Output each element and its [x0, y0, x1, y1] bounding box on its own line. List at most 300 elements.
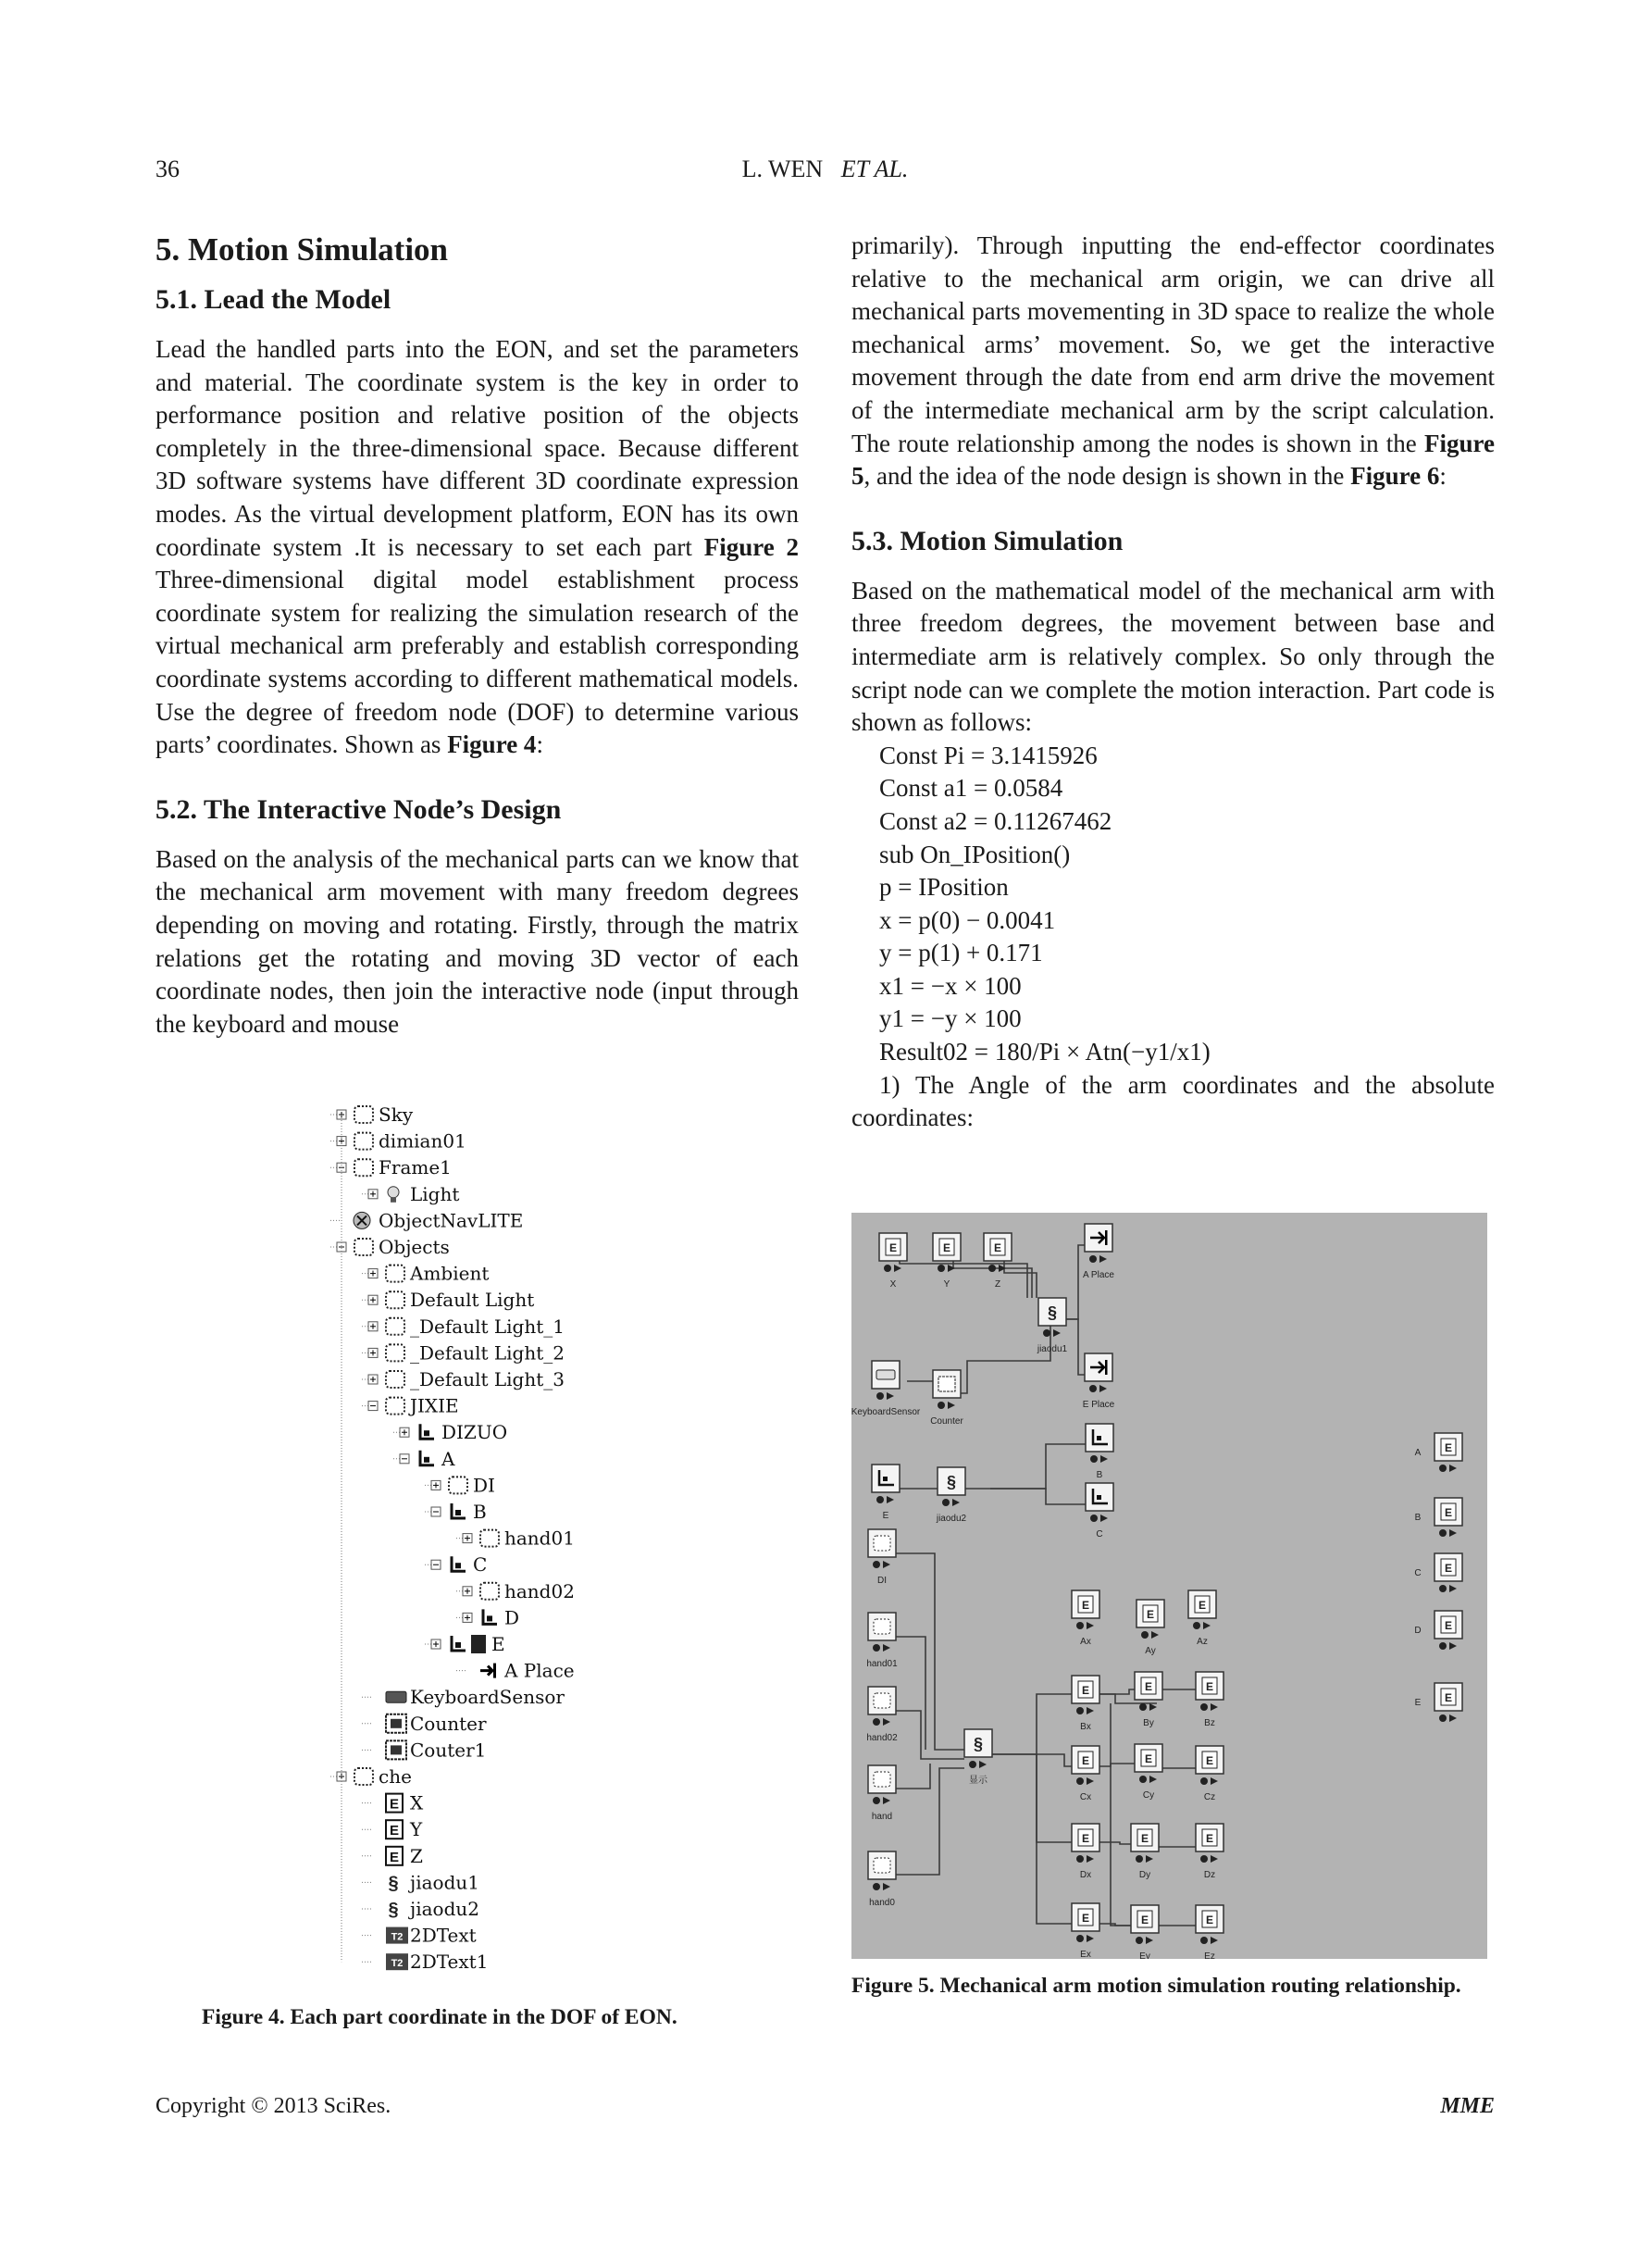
- svg-text:E: E: [389, 1796, 400, 1813]
- out-port-icon[interactable]: [999, 1265, 1006, 1272]
- route-node[interactable]: [1131, 1824, 1159, 1880]
- route-node-label: Cy: [1142, 1790, 1155, 1801]
- tree-node-label: che: [379, 1765, 412, 1788]
- route-node[interactable]: [930, 1370, 963, 1427]
- in-port-icon[interactable]: [1076, 1622, 1084, 1629]
- route-node-label: KeyboardSensor: [851, 1407, 921, 1417]
- tree-node-label: ObjectNavLITE: [379, 1209, 524, 1232]
- svg-text:§: §: [946, 1473, 957, 1491]
- tree-node-label: Ambient: [410, 1262, 490, 1285]
- keyboard-node-icon: [872, 1361, 900, 1389]
- e-node-icon: [1131, 1905, 1159, 1933]
- svg-text:E: E: [1081, 1754, 1090, 1767]
- tree-node-label: C: [473, 1553, 488, 1577]
- in-port-icon[interactable]: [1439, 1585, 1447, 1592]
- route-node-label: Ay: [1145, 1646, 1156, 1656]
- tree-node-label: DI: [473, 1474, 495, 1497]
- out-port-icon[interactable]: [887, 1392, 894, 1400]
- frame-icon: [354, 1159, 373, 1176]
- place-node-icon: [1085, 1224, 1112, 1252]
- tree-node[interactable]: [456, 1606, 519, 1628]
- in-port-icon[interactable]: [1136, 1855, 1143, 1863]
- frame-node-icon: [868, 1687, 896, 1714]
- out-port-icon[interactable]: [883, 1797, 890, 1804]
- out-port-icon[interactable]: [948, 1402, 955, 1409]
- out-port-icon[interactable]: [1151, 1631, 1159, 1639]
- route-node-label: Cx: [1079, 1792, 1092, 1802]
- tree-node-label: JIXIE: [410, 1394, 459, 1417]
- dof-icon: [420, 1424, 434, 1439]
- in-port-icon[interactable]: [1193, 1622, 1200, 1629]
- tree-node[interactable]: [456, 1580, 575, 1602]
- frame-icon: [386, 1371, 404, 1388]
- out-port-icon[interactable]: [1087, 1777, 1094, 1785]
- svg-text:E: E: [389, 1823, 400, 1839]
- frame-icon: [354, 1106, 373, 1123]
- route-node[interactable]: [851, 1361, 921, 1417]
- out-port-icon[interactable]: [883, 1644, 890, 1652]
- out-port-icon[interactable]: [1211, 1703, 1218, 1711]
- route-node[interactable]: [1415, 1498, 1462, 1537]
- tree-node-label: KeyboardSensor: [410, 1686, 565, 1709]
- tree-node[interactable]: [362, 1289, 534, 1311]
- out-port-icon[interactable]: [1449, 1465, 1457, 1472]
- out-port-icon[interactable]: [883, 1883, 890, 1890]
- route-node-label: B: [1414, 1513, 1422, 1523]
- route-node-label: Ex: [1080, 1950, 1091, 1959]
- subsection-heading-5-1: 5.1. Lead the Model: [155, 284, 391, 315]
- route-node[interactable]: [868, 1765, 896, 1822]
- counter-icon: [386, 1714, 406, 1733]
- paragraph-angle: 1) The Angle of the arm coordinates and the absolute coordinates:: [851, 1070, 1495, 1132]
- tree-node-label: hand01: [504, 1527, 575, 1550]
- out-port-icon[interactable]: [948, 1265, 955, 1272]
- route-node-label: Counter: [930, 1416, 963, 1427]
- route-node[interactable]: [933, 1233, 961, 1290]
- route-node[interactable]: [866, 1687, 898, 1743]
- tree-node[interactable]: [330, 1103, 414, 1126]
- svg-text:E: E: [1144, 1752, 1153, 1765]
- in-port-icon[interactable]: [1089, 1255, 1097, 1263]
- route-node-label: A: [1414, 1448, 1422, 1458]
- out-port-icon[interactable]: [1149, 1776, 1157, 1783]
- route-node[interactable]: [1196, 1824, 1223, 1880]
- tree-node[interactable]: [425, 1633, 505, 1655]
- tree-node-label: Default Light: [410, 1289, 535, 1312]
- tree-node[interactable]: [425, 1474, 495, 1496]
- tree-node-label: _Default Light_2: [410, 1341, 565, 1365]
- tree-node[interactable]: [362, 1792, 424, 1814]
- svg-text:E: E: [942, 1241, 951, 1254]
- footer: [155, 2094, 1495, 2119]
- route-node[interactable]: [879, 1233, 907, 1290]
- e-node-icon: [1137, 1600, 1164, 1627]
- dof-node-icon: [1086, 1424, 1113, 1452]
- route-node[interactable]: [1037, 1298, 1068, 1354]
- dof-icon: [483, 1609, 497, 1624]
- dof-node-icon: [1086, 1483, 1113, 1511]
- svg-text:E: E: [888, 1241, 898, 1254]
- route-wire: [986, 1694, 1072, 1754]
- in-port-icon[interactable]: [1200, 1855, 1208, 1863]
- e-right-node-icon: [1435, 1433, 1462, 1461]
- svg-text:E: E: [1198, 1599, 1207, 1612]
- route-node-label: By: [1143, 1718, 1154, 1728]
- route-node[interactable]: [872, 1465, 900, 1521]
- tree-node-label: E: [491, 1633, 505, 1655]
- left-column: [155, 230, 799, 1041]
- route-wire: [1111, 1703, 1196, 1926]
- svg-text:§: §: [973, 1735, 984, 1753]
- figure-5-caption: Figure 5. Mechanical arm motion simulation routing relationship.: [851, 1974, 1461, 1998]
- code-line: Result02 = 180/Pi × Atn(−y1/x1): [879, 1038, 1211, 1066]
- code-block: [851, 740, 1495, 1069]
- code-line: sub On_IPosition(): [879, 840, 1071, 868]
- in-port-icon[interactable]: [1139, 1776, 1147, 1783]
- e-node-icon: [1196, 1824, 1223, 1851]
- e-node-icon: [1196, 1905, 1223, 1933]
- tree-node-label: A: [441, 1447, 455, 1470]
- in-port-icon[interactable]: [1200, 1703, 1208, 1711]
- in-port-icon[interactable]: [938, 1402, 945, 1409]
- frame-icon: [386, 1318, 404, 1335]
- route-node[interactable]: [1086, 1483, 1113, 1540]
- tree-node[interactable]: [456, 1527, 575, 1550]
- frame-icon: [386, 1291, 404, 1308]
- route-node[interactable]: [1196, 1746, 1223, 1802]
- in-port-icon[interactable]: [1439, 1642, 1447, 1650]
- route-node-label: C: [1096, 1529, 1103, 1540]
- in-port-icon[interactable]: [1439, 1714, 1447, 1722]
- out-port-icon[interactable]: [1149, 1703, 1157, 1711]
- in-port-icon[interactable]: [1439, 1465, 1447, 1472]
- svg-text:E: E: [1144, 1680, 1153, 1693]
- out-port-icon[interactable]: [894, 1265, 901, 1272]
- tree-node[interactable]: [362, 1925, 477, 1947]
- route-node[interactable]: [1086, 1424, 1113, 1480]
- tree-node[interactable]: [330, 1130, 466, 1153]
- route-wire: [890, 1711, 964, 1759]
- tree-node[interactable]: [362, 1368, 565, 1390]
- e-node-icon: [1135, 1672, 1162, 1700]
- e-node-icon: [933, 1233, 961, 1261]
- tree-node[interactable]: [330, 1209, 523, 1231]
- svg-text:E: E: [1140, 1832, 1149, 1845]
- tree-node-label: X: [410, 1791, 424, 1814]
- route-node-label: DI: [877, 1576, 887, 1586]
- route-node-label: Bx: [1080, 1722, 1091, 1732]
- out-port-icon[interactable]: [1087, 1855, 1094, 1863]
- svg-text:E: E: [1444, 1691, 1453, 1704]
- tree-node[interactable]: [362, 1315, 565, 1338]
- in-port-icon[interactable]: [876, 1392, 884, 1400]
- route-node[interactable]: [1135, 1672, 1162, 1728]
- frame-node-icon: [868, 1613, 896, 1640]
- out-port-icon[interactable]: [1211, 1937, 1218, 1944]
- figure-4-tree: [329, 1098, 592, 1987]
- route-node[interactable]: [936, 1467, 967, 1524]
- route-node-label: hand02: [866, 1733, 898, 1743]
- svg-text:§: §: [388, 1873, 399, 1894]
- frame-icon: [354, 1133, 373, 1150]
- route-node[interactable]: [1196, 1905, 1223, 1959]
- frame-icon: [354, 1768, 373, 1785]
- route-node-label: E: [1414, 1698, 1422, 1708]
- svg-text:§: §: [1047, 1303, 1058, 1322]
- tree-node[interactable]: [362, 1686, 565, 1708]
- tree-node-label: dimian01: [379, 1129, 466, 1153]
- route-node[interactable]: [1072, 1746, 1099, 1802]
- out-port-icon[interactable]: [1449, 1585, 1457, 1592]
- frame-icon: [386, 1344, 404, 1361]
- code-line: p = IPosition: [879, 873, 1009, 902]
- in-port-icon[interactable]: [1076, 1777, 1084, 1785]
- svg-text:E: E: [1444, 1619, 1453, 1632]
- in-port-icon[interactable]: [873, 1718, 880, 1726]
- tree-node-label: Z: [410, 1844, 423, 1867]
- route-node[interactable]: [984, 1233, 1012, 1290]
- in-port-icon[interactable]: [1200, 1777, 1208, 1785]
- route-node[interactable]: [964, 1729, 992, 1786]
- in-port-icon[interactable]: [938, 1265, 945, 1272]
- tree-node[interactable]: [362, 1739, 486, 1761]
- text2d-icon: [386, 1927, 408, 1944]
- out-port-icon[interactable]: [1211, 1855, 1218, 1863]
- tree-node[interactable]: [362, 1183, 459, 1205]
- tree-node-label: jiaodu2: [410, 1898, 479, 1920]
- tree-node[interactable]: [362, 1395, 459, 1417]
- route-node[interactable]: [1415, 1433, 1462, 1472]
- route-node[interactable]: [1135, 1744, 1162, 1801]
- tree-node[interactable]: [362, 1845, 423, 1867]
- e-node-icon: [1072, 1676, 1099, 1703]
- svg-text:E: E: [1081, 1599, 1090, 1612]
- in-port-icon[interactable]: [969, 1761, 976, 1768]
- in-port-icon[interactable]: [1076, 1707, 1084, 1714]
- tree-node-label: Y: [410, 1818, 423, 1841]
- code-line: Const a2 = 0.11267462: [879, 806, 1112, 835]
- out-port-icon[interactable]: [883, 1718, 890, 1726]
- e-right-node-icon: [1435, 1611, 1462, 1639]
- svg-text:E: E: [1444, 1562, 1453, 1575]
- in-port-icon[interactable]: [873, 1883, 880, 1890]
- in-port-icon[interactable]: [1076, 1855, 1084, 1863]
- tree-node-label: A Place: [504, 1659, 575, 1682]
- out-port-icon[interactable]: [1087, 1707, 1094, 1714]
- svg-text:E: E: [1444, 1441, 1453, 1454]
- section-heading: 5. Motion Simulation: [155, 231, 449, 268]
- route-node-label: jiaodu1: [1037, 1344, 1068, 1354]
- tree-node[interactable]: [362, 1713, 487, 1735]
- tree-node[interactable]: [425, 1553, 487, 1576]
- in-port-icon[interactable]: [942, 1499, 950, 1506]
- route-wire: [986, 1754, 1072, 1766]
- tree-node-label: Counter: [410, 1712, 487, 1735]
- script-icon: [388, 1873, 398, 1893]
- text2d-icon: [386, 1953, 408, 1970]
- route-node[interactable]: [866, 1613, 898, 1669]
- dof-icon: [420, 1451, 434, 1465]
- e-node-icon: [984, 1233, 1012, 1261]
- tree-node[interactable]: [330, 1765, 412, 1788]
- route-node[interactable]: [868, 1851, 896, 1908]
- in-port-icon[interactable]: [884, 1265, 891, 1272]
- route-node[interactable]: [1415, 1683, 1462, 1722]
- code-line: Const a1 = 0.0584: [879, 774, 1063, 803]
- script-node-icon: [1038, 1298, 1066, 1326]
- route-node-label: Dy: [1138, 1870, 1151, 1880]
- out-port-icon[interactable]: [1087, 1622, 1094, 1629]
- frame-node-icon: [868, 1765, 896, 1793]
- route-node[interactable]: [1414, 1553, 1462, 1592]
- out-port-icon[interactable]: [1099, 1255, 1107, 1263]
- in-port-icon[interactable]: [1090, 1515, 1098, 1522]
- tree-node-label: _Default Light_3: [410, 1368, 565, 1390]
- route-node[interactable]: [1072, 1903, 1099, 1959]
- in-port-icon[interactable]: [1141, 1631, 1149, 1639]
- code-line: x = p(0) − 0.0041: [879, 905, 1056, 934]
- paragraph-5-1: Lead the handled parts into the EON, and set the parameters and material. The coordinate system is the key in order to performance position and relative position of the objects completely in the three-dimensional space. Because different 3D software systems have different 3D coordinate expression modes. As the virtual development platform, EON has its own coordinate system .It is necessary to set each part Figure 2 Three-dimensional digital model establishment process coordinate system for realizing the simulation research of the virtual mechanical arm preferably and establish corresponding coordinate systems according to different mathematical models. Use the degree of freedom node (DOF) to determine various parts’ coordinates. Shown as Figure 4:: [155, 335, 800, 759]
- tree-node[interactable]: [362, 1818, 423, 1840]
- route-node[interactable]: [1072, 1824, 1099, 1880]
- out-port-icon[interactable]: [1211, 1777, 1218, 1785]
- out-port-icon[interactable]: [1146, 1855, 1153, 1863]
- route-node[interactable]: [868, 1529, 896, 1586]
- out-port-icon[interactable]: [883, 1561, 890, 1568]
- out-port-icon[interactable]: [1100, 1455, 1108, 1463]
- e-node-icon: [1072, 1903, 1099, 1931]
- route-node[interactable]: [1083, 1353, 1115, 1410]
- script-node-icon: [964, 1729, 992, 1757]
- svg-text:E: E: [1081, 1684, 1090, 1697]
- out-port-icon[interactable]: [952, 1499, 960, 1506]
- place-node-icon: [1085, 1353, 1112, 1381]
- e-right-node-icon: [1435, 1683, 1462, 1711]
- tree-node[interactable]: [362, 1263, 489, 1285]
- out-port-icon[interactable]: [1203, 1622, 1211, 1629]
- route-node-label: hand0: [869, 1898, 895, 1908]
- frame-node-icon: [868, 1529, 896, 1557]
- paragraph-5-2: Based on the analysis of the mechanical parts can we know that the mechanical arm movement with many freedom degrees depending on moving and rotating. Firstly, through the matrix relations get the rotating and moving 3D vector of each coordinate nodes, then join the interactive node (input through the keyboard and mouse: [155, 844, 799, 1038]
- in-port-icon[interactable]: [1076, 1935, 1084, 1942]
- keyboard-icon: [386, 1691, 406, 1702]
- route-node[interactable]: [1188, 1590, 1216, 1647]
- route-node[interactable]: [1072, 1590, 1099, 1647]
- tree-node[interactable]: [362, 1341, 565, 1364]
- svg-text:T2: T2: [391, 1958, 404, 1970]
- route-node-label: 显示: [969, 1776, 987, 1786]
- tree-node[interactable]: [456, 1660, 575, 1682]
- right-column: [851, 230, 1495, 1135]
- out-port-icon[interactable]: [887, 1496, 894, 1503]
- route-node-label: Dz: [1203, 1870, 1216, 1880]
- code-line: y = p(1) + 0.171: [879, 939, 1043, 967]
- tree-node[interactable]: [330, 1156, 452, 1178]
- code-line: Const Pi = 3.1415926: [879, 741, 1098, 769]
- out-port-icon[interactable]: [979, 1761, 987, 1768]
- e-node-icon: [1196, 1746, 1223, 1774]
- out-port-icon[interactable]: [1449, 1529, 1457, 1537]
- svg-text:E: E: [1205, 1832, 1214, 1845]
- e-right-node-icon: [1435, 1553, 1462, 1581]
- svg-text:E: E: [1081, 1832, 1090, 1845]
- out-port-icon[interactable]: [1449, 1642, 1457, 1650]
- e-node-icon: [879, 1233, 907, 1261]
- frame-icon: [354, 1239, 373, 1255]
- route-node-label: jiaodu2: [936, 1514, 967, 1524]
- tree-node[interactable]: [362, 1951, 488, 1973]
- frame-node-icon: [868, 1851, 896, 1879]
- place-icon: [480, 1664, 496, 1678]
- out-port-icon[interactable]: [1087, 1935, 1094, 1942]
- frame-icon: [449, 1477, 467, 1493]
- out-port-icon[interactable]: [1099, 1385, 1107, 1392]
- in-port-icon[interactable]: [1439, 1529, 1447, 1537]
- route-node[interactable]: [1083, 1224, 1114, 1280]
- route-node-label: Ez: [1204, 1951, 1215, 1959]
- subsection-heading-5-3: 5.3. Motion Simulation: [851, 525, 1124, 556]
- tree-node[interactable]: [425, 1501, 487, 1523]
- route-node[interactable]: [1196, 1672, 1223, 1728]
- in-port-icon[interactable]: [988, 1265, 996, 1272]
- in-port-icon[interactable]: [873, 1561, 880, 1568]
- tree-node[interactable]: [362, 1871, 479, 1893]
- routing-diagram: [851, 1213, 1487, 1959]
- svg-text:E: E: [1205, 1754, 1214, 1767]
- tree-node-label: Light: [410, 1182, 460, 1205]
- out-port-icon[interactable]: [1100, 1515, 1108, 1522]
- route-node[interactable]: [1072, 1676, 1099, 1732]
- in-port-icon[interactable]: [1136, 1937, 1143, 1944]
- subsection-heading-5-2: 5.2. The Interactive Node’s Design: [155, 793, 562, 825]
- route-wire: [1037, 1754, 1072, 1924]
- script-icon: [388, 1900, 398, 1920]
- tree-node[interactable]: [362, 1898, 479, 1920]
- in-port-icon[interactable]: [1139, 1703, 1147, 1711]
- route-node[interactable]: [1414, 1611, 1462, 1650]
- in-port-icon[interactable]: [1089, 1385, 1097, 1392]
- route-node-label: Dx: [1079, 1870, 1092, 1880]
- running-authors: L. WEN ET AL.: [741, 156, 909, 182]
- route-node[interactable]: [1137, 1600, 1164, 1656]
- frame-icon: [480, 1583, 499, 1600]
- in-port-icon[interactable]: [1090, 1455, 1098, 1463]
- in-port-icon[interactable]: [876, 1496, 884, 1503]
- route-node-label: Ey: [1139, 1951, 1150, 1959]
- in-port-icon[interactable]: [873, 1644, 880, 1652]
- tree-node[interactable]: [330, 1236, 450, 1258]
- in-port-icon[interactable]: [873, 1797, 880, 1804]
- in-port-icon[interactable]: [1043, 1329, 1050, 1337]
- route-node-label: D: [1414, 1626, 1422, 1636]
- out-port-icon[interactable]: [1449, 1714, 1457, 1722]
- route-node[interactable]: [1131, 1905, 1159, 1959]
- tree-node[interactable]: [393, 1448, 455, 1470]
- route-wire: [953, 1322, 1050, 1393]
- in-port-icon[interactable]: [1200, 1937, 1208, 1944]
- tree-node-label: Objects: [379, 1236, 450, 1258]
- e-right-node-icon: [1435, 1498, 1462, 1526]
- route-node-label: C: [1414, 1568, 1422, 1578]
- route-wire: [900, 1257, 1027, 1298]
- nav-icon: [354, 1212, 370, 1228]
- out-port-icon[interactable]: [1053, 1329, 1061, 1337]
- e-node-icon: [1135, 1744, 1162, 1772]
- dof-e-icon: [452, 1635, 486, 1653]
- out-port-icon[interactable]: [1146, 1937, 1153, 1944]
- tree-node[interactable]: [393, 1421, 507, 1443]
- svg-text:E: E: [1205, 1680, 1214, 1693]
